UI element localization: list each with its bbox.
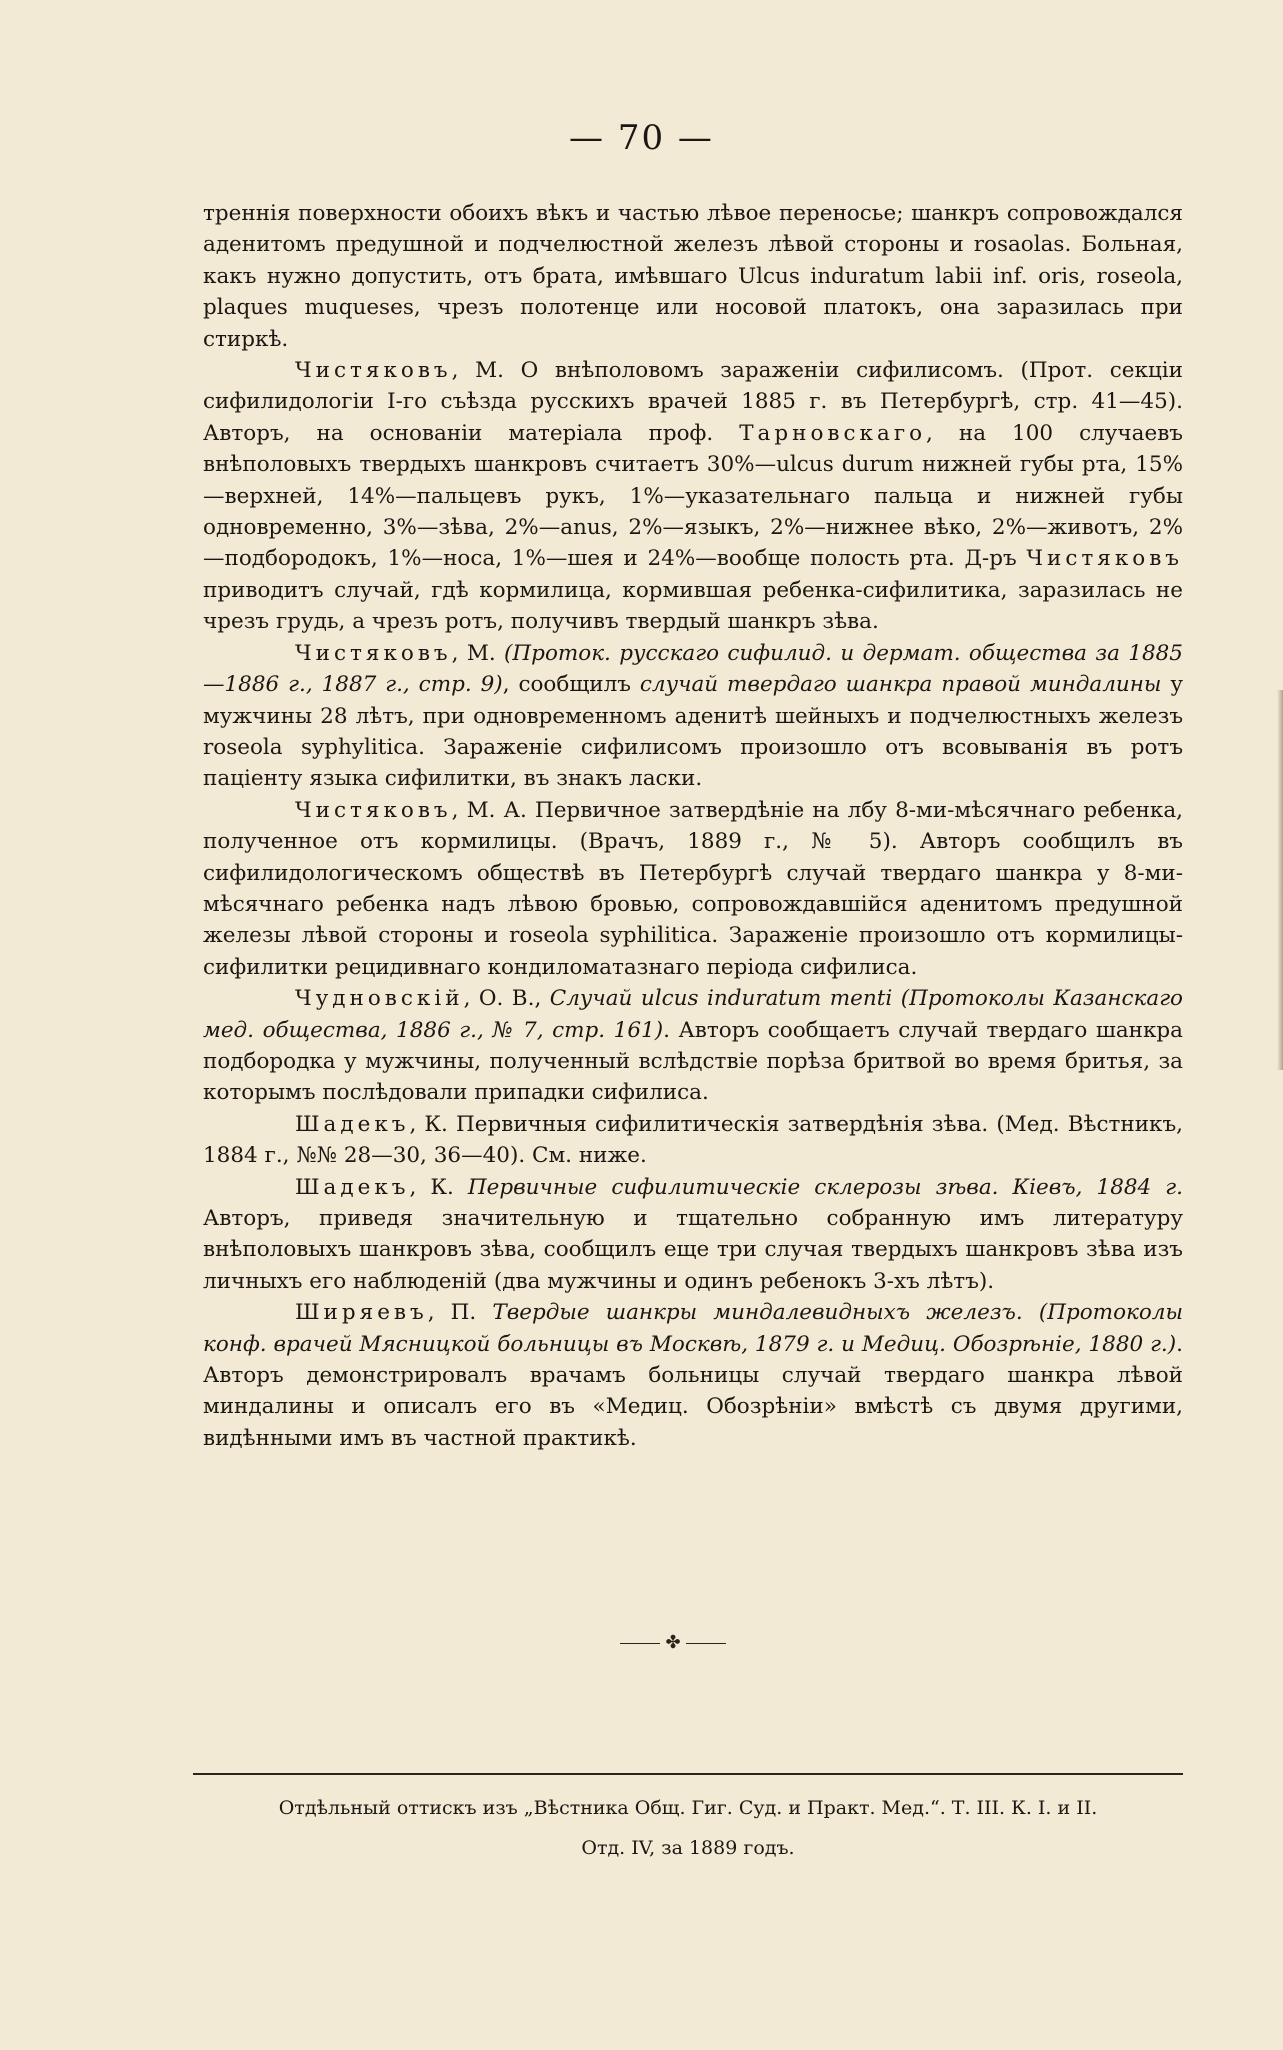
author-name: Чистяковъ (295, 358, 452, 384)
citation-italic: Случай ulcus induratum menti (Протоколы Казанскаго мед. общества, 1886 г., № 7, стр. 161) (203, 986, 1183, 1043)
citation-italic: Первичные сифилитическіе склерозы зѣва. Кіевъ, 1884 г. (467, 1174, 1184, 1200)
paragraph-text: , М. О внѣполовомъ зараженіи сифилисомъ. (Прот. секціи сифилидологіи І-го съѣзда русскихъ врачей 1885 г. въ Петербургѣ, стр. 41—45). Авторъ, на основаніи матеріала проф. (203, 358, 1183, 446)
paragraph-text: , К. Первичныя сифилитическія затвердѣнія зѣва. (Мед. Вѣстникъ, 1884 г., №№ 28—30, 36—40). См. ниже. (203, 1111, 1183, 1169)
citation-italic: случай твердаго шанкра правой миндалины (639, 672, 1162, 698)
ornament-rule-right (686, 1643, 726, 1644)
paragraph-text: , П. (427, 1300, 493, 1326)
paragraph-text: , М. (451, 640, 505, 666)
paragraph-text: приводитъ случай, гдѣ кормилица, кормившая ребенка-сифилитика, заразилась не чрезъ грудь, а чрезъ ротъ, получивъ твердый шанкръ зѣва. (203, 577, 1183, 635)
footer-note (193, 1788, 1183, 1868)
footer-line-2: Отд. IV, за 1889 годъ. (581, 1837, 795, 1859)
author-name: Чистяковъ (1026, 546, 1183, 572)
paragraph (203, 198, 1183, 355)
citation-italic: (Проток. русскаго сифилид. и дермат. общества за 1885—1886 г., 1887 г., стр. 9) (203, 640, 1183, 698)
paragraph (203, 1172, 1183, 1298)
paragraph-text: . Авторъ сообщаетъ случай твердаго шанкра подбородка у мужчины, полученный вслѣдствіе порѣза бритвой во время бритья, за которымъ послѣдовали припадки сифилиса. (203, 1017, 1183, 1106)
body-text (203, 198, 1183, 1454)
author-name: Чистяковъ (295, 797, 452, 823)
paragraph-text: , О. В., (463, 986, 550, 1012)
paragraph-text: , на 100 случаевъ внѣполовыхъ твердыхъ шанкровъ считаетъ 30%—ulcus durum нижней губы рта, 15%—верхней, 14%—пальцевъ рукъ, 1%—указательнаго пальца и нижней губы одновременно, 3%—зѣва, 2%—anus, 2%—языкъ, 2%—нижнее вѣко, 2%—животъ, 2%—подбородокъ, 1%—носа, 1%—шея и 24%—вообще полость рта. Д-ръ (203, 420, 1183, 572)
ornament-rule-left (620, 1643, 660, 1644)
paragraph (203, 638, 1183, 795)
paragraph (203, 355, 1183, 638)
paragraph-text: , сообщилъ (502, 672, 640, 698)
page-edge-shadow (1277, 690, 1283, 1070)
paragraph (203, 795, 1183, 983)
paragraph (203, 1109, 1183, 1172)
page-number: — 70 — (569, 118, 714, 158)
paragraph-text: , М. А. Первичное затвердѣніе на лбу 8-ми-мѣсячнаго ребенка, полученное отъ кормилицы. (Врачъ, 1889 г., № 5). Авторъ сообщилъ въ сифилидологическомъ обществѣ въ Петербургѣ случай твердаго шанкра у 8-ми-мѣсячнаго ребенка надъ лѣвою бровью, сопровождавшійся аденитомъ предушной железы лѣвой стороны и roseola syphilitica. Зараженіе произошло отъ кормилицы-сифилитки рецидивнаго кондиломатазнаго періода сифилиса. (203, 797, 1183, 980)
paragraph-text: у мужчины 28 лѣтъ, при одновременномъ аденитѣ шейныхъ и подчелюстныхъ железъ roseola syphylitica. Зараженіе сифилисомъ произошло отъ всовыванія въ ротъ паціенту языка сифилитки, въ знакъ ласки. (203, 672, 1184, 792)
paragraph-text: . Авторъ демонстрировалъ врачамъ больницы случай твердаго шанкра лѣвой миндалины и описалъ его въ «Медиц. Обозрѣніи» вмѣстѣ съ двумя другими, видѣнными имъ въ частной практикѣ. (203, 1331, 1183, 1451)
author-name: Ширяевъ (295, 1300, 428, 1326)
paragraph (203, 983, 1183, 1109)
paragraph-text: , К. (409, 1174, 468, 1200)
author-name: Чудновскій (295, 986, 464, 1012)
paragraph (203, 1297, 1183, 1454)
paragraph-text: треннія поверхности обоихъ вѣкъ и частью лѣвое переносье; шанкръ сопровождался аденитомъ предушной и подчелюстной железъ лѣвой стороны и rosaolas. Больная, какъ нужно допустить, отъ брата, имѣвшаго Ulcus induratum labii inf. oris, roseola, plaques muqueses, чрезъ полотенце или носовой платокъ, она заразилась при стиркѣ. (203, 201, 1183, 352)
ornament-icon: ✤ (665, 1632, 681, 1653)
footer-line-1: Отдѣльный оттискъ изъ „Вѣстника Общ. Гиг. Суд. и Практ. Мед.“. Т. III. К. I. и II. (278, 1797, 1098, 1819)
section-ornament (613, 1632, 733, 1653)
citation-italic: Твердые шанкры миндалевидныхъ железъ. (Протоколы конф. врачей Мясницкой больницы въ Москвѣ, 1879 г. и Медиц. Обозрѣніе, 1880 г.) (203, 1300, 1183, 1357)
author-name: Шадекъ (295, 1174, 410, 1200)
author-name: Чистяковъ (295, 640, 452, 666)
author-name: Шадекъ (295, 1111, 410, 1137)
footer-rule (193, 1773, 1183, 1775)
author-name: Тарновскаго (739, 420, 927, 446)
paragraph-text: Авторъ, приведя значительную и тщательно собранную имъ литературу внѣполовыхъ шанкровъ зѣва, сообщилъ еще три случая твердыхъ шанкровъ зѣва изъ личныхъ его наблюденій (два мужчины и одинъ ребенокъ 3-хъ лѣтъ). (203, 1206, 1183, 1294)
